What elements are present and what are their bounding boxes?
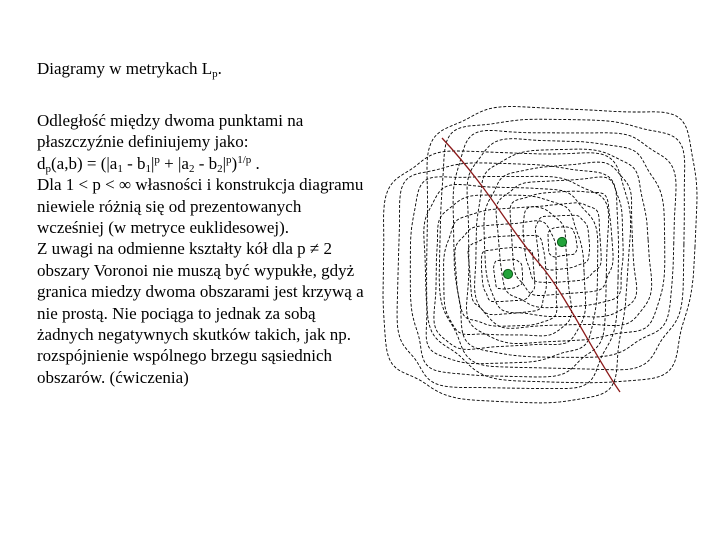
lp-voronoi-diagram xyxy=(380,120,670,420)
site-upper-right xyxy=(557,237,566,246)
intro-paragraph: Odległość między dwoma punktami na płaszczyźnie definiujemy jako: xyxy=(37,111,304,152)
voronoi-paragraph: Z uwagi na odmienne kształty kół dla p ≠ 2 obszary Voronoi nie muszą być wypukłe, gdyż granica miedzy dwoma obszarami jest krzywą a nie prostą. Nie pociąga to jednak za sobą żadnych negatywnych skutków takich, jak np. rozspójnienie wspólnego brzegu sąsiednich obszarów. (ćwiczenia) xyxy=(37,239,364,387)
slide-body xyxy=(37,110,367,388)
distance-formula: $d_p(a,b) = (|a_1 - b_1|^p + |a_2 - b_2|^p)^{1/p}$ . xyxy=(37,153,260,175)
site-lower-left xyxy=(503,269,512,278)
slide-title: Diagramy w metrykach $L_p$. xyxy=(37,59,222,80)
p-range-paragraph: Dla 1 < p < ∞ własności i konstrukcja diagramu niewiele różnią się od prezentowanych wcześniej (w metryce euklidesowej). xyxy=(37,175,364,238)
